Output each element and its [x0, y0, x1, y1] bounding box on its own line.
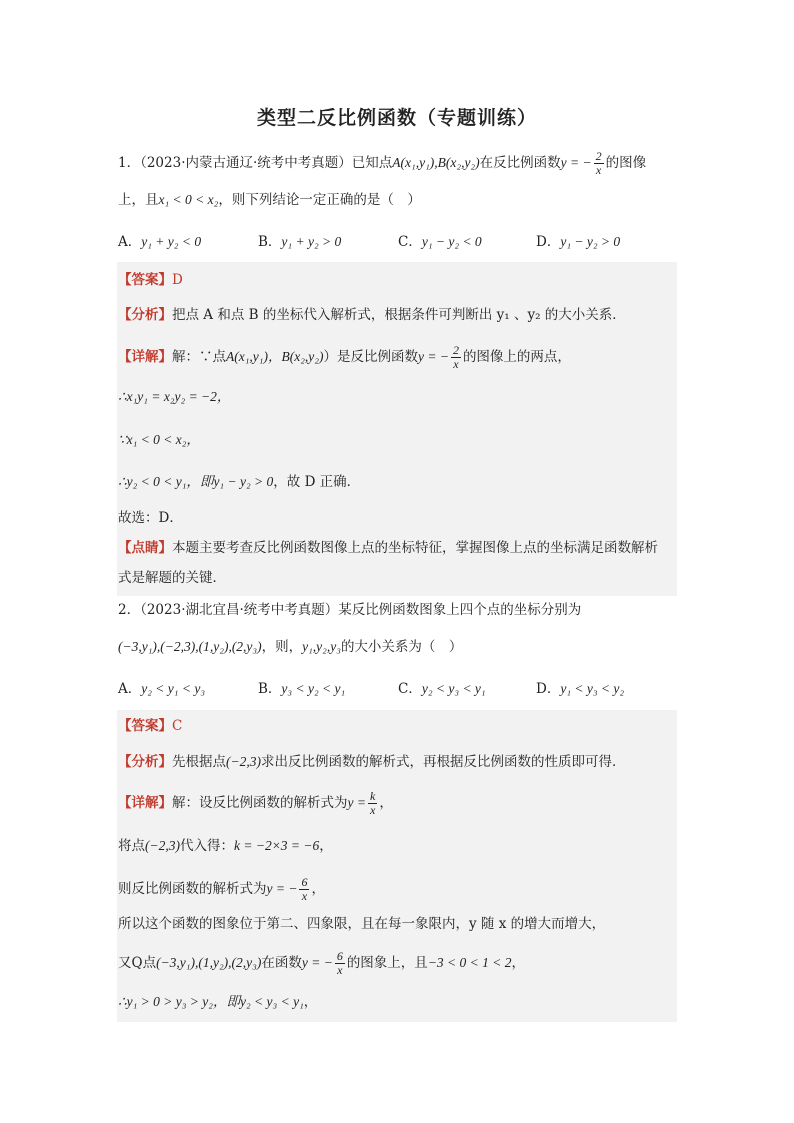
q1-condition: x₁ < 0 < x₂: [158, 192, 219, 207]
q1-comment-text: 本题主要考查反比例函数图像上点的坐标特征，掌握图像上点的坐标满足函数解析: [172, 540, 658, 556]
q2-option-b: B．y₃ < y₂ < y₁: [258, 681, 346, 697]
q1-func-numerator: 2: [595, 149, 602, 163]
q2-detail5-cond: −3 < 0 < 1 < 2: [427, 955, 512, 970]
q2-analysis: [118, 752, 678, 772]
q2-detail-line4: 所以这个函数的图象位于第二、四象限，且在每一象限内，y 随 x 的增大而增大，: [118, 916, 606, 932]
q2-stem-mid: ，则，: [261, 639, 303, 655]
q1-answer-value: D: [172, 272, 183, 288]
q1-detail1-points: A(x₁,y₁)，B(x₂,y₂): [226, 349, 324, 364]
q2-answer-tag: 【答案】: [118, 718, 172, 734]
q2-detail-line5: [118, 950, 678, 977]
q2-detail2-suffix: ，: [319, 838, 333, 854]
q1-detail-line2: ∴x₁y₁ = x₂y₂ = −2，: [118, 389, 231, 404]
q1-func-denominator: x: [595, 163, 602, 177]
q1-detail-line3: ∵x₁ < 0 < x₂，: [118, 432, 200, 447]
q1-option-d: D．y₁ − y₂ > 0: [536, 234, 621, 250]
q2-detail5-points: (−3,y₁),(1,y₂),(2,y₃): [156, 955, 262, 970]
q1-stem2-prefix: 上，且: [118, 192, 159, 208]
q1-detail-tag: 【详解】: [118, 349, 172, 365]
q1-stem2-suffix: ，则下列结论一定正确的是（ ）: [218, 192, 421, 208]
q2-detail5-prefix: 又Q点: [118, 955, 157, 971]
q1-stem-suffix: 的图像: [605, 155, 647, 171]
q2-stem-line1: 2．（2023·湖北宜昌·统考中考真题）某反比例函数图象上四个点的坐标分别为: [118, 602, 582, 618]
q2-answer: [118, 716, 678, 736]
q2-detail3-lhs: y = −: [266, 881, 298, 896]
q1-analysis-tag: 【分析】: [118, 307, 172, 323]
q1-comment-tag: 【点睛】: [118, 540, 172, 556]
q2-detail-line1: [118, 790, 678, 817]
q2-detail-tag: 【详解】: [118, 795, 172, 811]
q2-detail1-suffix: ，: [379, 795, 393, 811]
q2-stem-points: (−3,y₁),(−2,3),(1,y₂),(2,y₃): [118, 639, 262, 654]
q1-detail4-expr: y₁ − y₂ > 0: [213, 474, 274, 489]
q1-detail-line1: [118, 344, 678, 371]
q1-choose: 故选：D．: [118, 510, 183, 526]
q2-detail6-prefix: ∴y₁ > 0 > y₃ > y₂，即: [118, 994, 240, 1009]
q1-detail4-suffix: ，故 D 正确．: [273, 474, 361, 490]
q2-detail5-end: ，: [511, 955, 526, 971]
q1-detail1-prefix: 解：∵点: [172, 349, 226, 365]
page-title: 类型二反比例函数（专题训练）: [256, 107, 537, 129]
q2-analysis-suffix: 求出反比例函数的解析式，再根据反比例函数的性质即可得．: [260, 754, 626, 770]
q1-detail1-fraction: $\frac{2}{x}$: [452, 343, 459, 371]
q1-stem-line2: [118, 190, 678, 210]
q1-option-b: B．y₁ + y₂ > 0: [258, 234, 342, 250]
q1-func-lhs: y = −: [560, 155, 592, 170]
q2-answer-value: C: [172, 718, 183, 734]
q1-analysis: [118, 305, 678, 325]
q1-answer-tag: 【答案】: [118, 272, 172, 288]
q1-stem-line1: [118, 150, 678, 177]
q2-option-a: A．y₂ < y₁ < y₃: [118, 681, 206, 697]
q2-stem-line2: [118, 637, 678, 657]
q2-detail6-expr: y₂ < y₃ < y₁: [239, 994, 304, 1009]
q2-detail3-prefix: 则反比例函数的解析式为: [118, 881, 267, 897]
q1-func-fraction: [594, 150, 604, 177]
q2-detail5-fraction: $\frac{6}{x}$: [336, 949, 343, 977]
q2-detail1-prefix: 解：设反比例函数的解析式为: [172, 795, 348, 811]
q2-detail2-prefix: 将点: [118, 838, 145, 854]
q1-comment-line2: 式是解题的关键．: [118, 570, 226, 586]
q2-detail-line3: [118, 876, 678, 903]
q2-detail3-suffix: ，: [311, 881, 325, 897]
q1-detail-line4: [118, 472, 678, 492]
q2-detail5-lhs: y = −: [301, 955, 333, 970]
q1-detail1-mid: ）是反比例函数: [323, 349, 418, 365]
q2-stem-vars: y₁,y₂,y₃: [302, 639, 341, 654]
q1-analysis-text: 把点 A 和点 B 的坐标代入解析式，根据条件可判断出 y₁ 、y₂ 的大小关系．: [172, 307, 626, 323]
q2-detail5-mid: 在函数: [261, 955, 302, 971]
q1-stem-points: A(x₁,y₁),B(x₂,y₂): [392, 155, 480, 170]
q2-option-d: D．y₁ < y₃ < y₂: [536, 681, 625, 697]
q1-detail1-func-lhs: y = −: [417, 349, 449, 364]
q2-detail-line2: [118, 836, 678, 856]
q1-stem-mid: 在反比例函数: [479, 155, 561, 171]
q2-detail2-expr: k = −2×3 = −6: [233, 838, 320, 853]
q1-option-a: A．y₁ + y₂ < 0: [118, 234, 202, 250]
q1-detail1-suffix: 的图像上的两点，: [462, 349, 571, 365]
q1-stem-prefix: 1．（2023·内蒙古通辽·统考中考真题）已知点: [118, 155, 393, 171]
q2-detail2-mid: 代入得：: [179, 838, 234, 854]
q2-analysis-point: (−2,3): [226, 754, 261, 769]
q2-detail1-lhs: y =: [347, 795, 366, 810]
q2-analysis-prefix: 先根据点: [172, 754, 226, 770]
q2-option-c: C．y₂ < y₃ < y₁: [398, 681, 486, 697]
q2-stem-suffix: 的大小关系为（ ）: [340, 639, 463, 655]
q2-detail2-point: (−2,3): [145, 838, 180, 853]
q1-comment-line1: [118, 538, 678, 558]
q1-detail4-prefix: ∴y₂ < 0 < y₁，即: [118, 474, 214, 489]
q2-analysis-tag: 【分析】: [118, 754, 172, 770]
q2-detail1-fraction: $\frac{k}{x}$: [369, 789, 376, 817]
q2-detail-line6: [118, 992, 678, 1012]
q2-detail3-fraction: $\frac{6}{x}$: [301, 875, 308, 903]
q1-option-c: C．y₁ − y₂ < 0: [398, 234, 482, 250]
q1-answer: [118, 270, 678, 290]
q2-detail5-suffix: 的图象上，且: [346, 955, 428, 971]
q2-detail6-suffix: ，: [303, 994, 318, 1010]
